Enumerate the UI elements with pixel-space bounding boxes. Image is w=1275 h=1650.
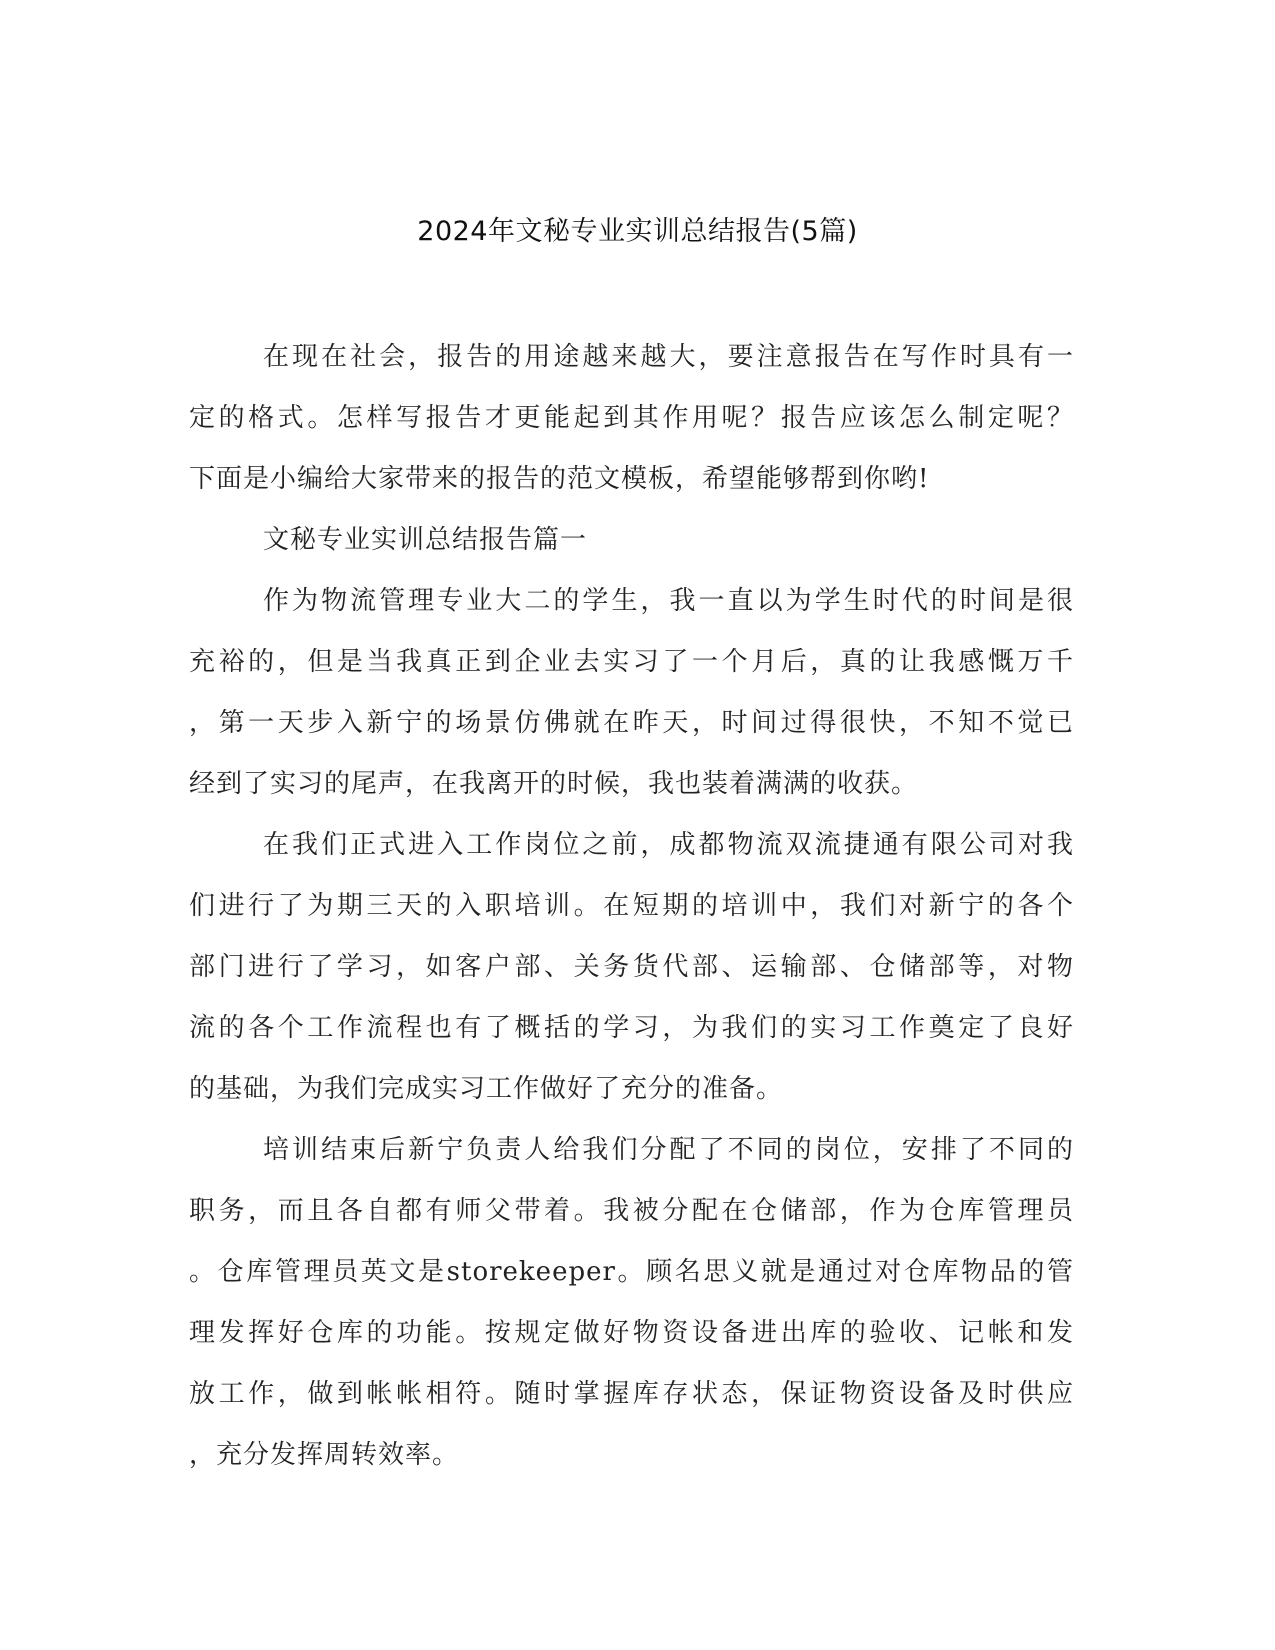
text-line: 定的格式。怎样写报告才更能起到其作用呢？报告应该怎么制定呢？ [189, 403, 1074, 433]
text-line: 的基础，为我们完成实习工作做好了充分的准备。 [189, 1074, 784, 1104]
text-line: 作为物流管理专业大二的学生，我一直以为学生时代的时间是很 [263, 586, 1074, 616]
text-line: 职务，而且各自都有师父带着。我被分配在仓储部，作为仓库管理员 [189, 1196, 1074, 1226]
text-line: 流的各个工作流程也有了概括的学习，为我们的实习工作奠定了良好 [189, 1013, 1074, 1043]
text-line: ，第一天步入新宁的场景仿佛就在昨天，时间过得很快，不知不觉已 [189, 708, 1074, 738]
text-line: 们进行了为期三天的入职培训。在短期的培训中，我们对新宁的各个 [189, 891, 1074, 921]
text-line: ，充分发挥周转效率。 [189, 1440, 460, 1470]
text-line: 理发挥好仓库的功能。按规定做好物资设备进出库的验收、记帐和发 [189, 1318, 1074, 1348]
text-line: 培训结束后新宁负责人给我们分配了不同的岗位，安排了不同的 [263, 1135, 1074, 1165]
text-line: 经到了实习的尾声，在我离开的时候，我也装着满满的收获。 [189, 769, 919, 799]
text-line: 充裕的，但是当我真正到企业去实习了一个月后，真的让我感慨万千 [189, 647, 1074, 677]
text-line: 。仓库管理员英文是storekeeper。顾名思义就是通过对仓库物品的管 [189, 1257, 1074, 1287]
text-line: 在我们正式进入工作岗位之前，成都物流双流捷通有限公司对我 [263, 830, 1074, 860]
text-line: 在现在社会，报告的用途越来越大，要注意报告在写作时具有一 [263, 342, 1074, 372]
text-line: 下面是小编给大家带来的报告的范文模板，希望能够帮到你哟! [189, 464, 930, 494]
text-line: 放工作，做到帐帐相符。随时掌握库存状态，保证物资设备及时供应 [189, 1379, 1074, 1409]
document-title: 2024年文秘专业实训总结报告(5篇) [417, 216, 858, 247]
text-line: 部门进行了学习，如客户部、关务货代部、运输部、仓储部等，对物 [189, 952, 1074, 982]
text-line: 文秘专业实训总结报告篇一 [263, 525, 588, 555]
document-body [189, 327, 1074, 1486]
